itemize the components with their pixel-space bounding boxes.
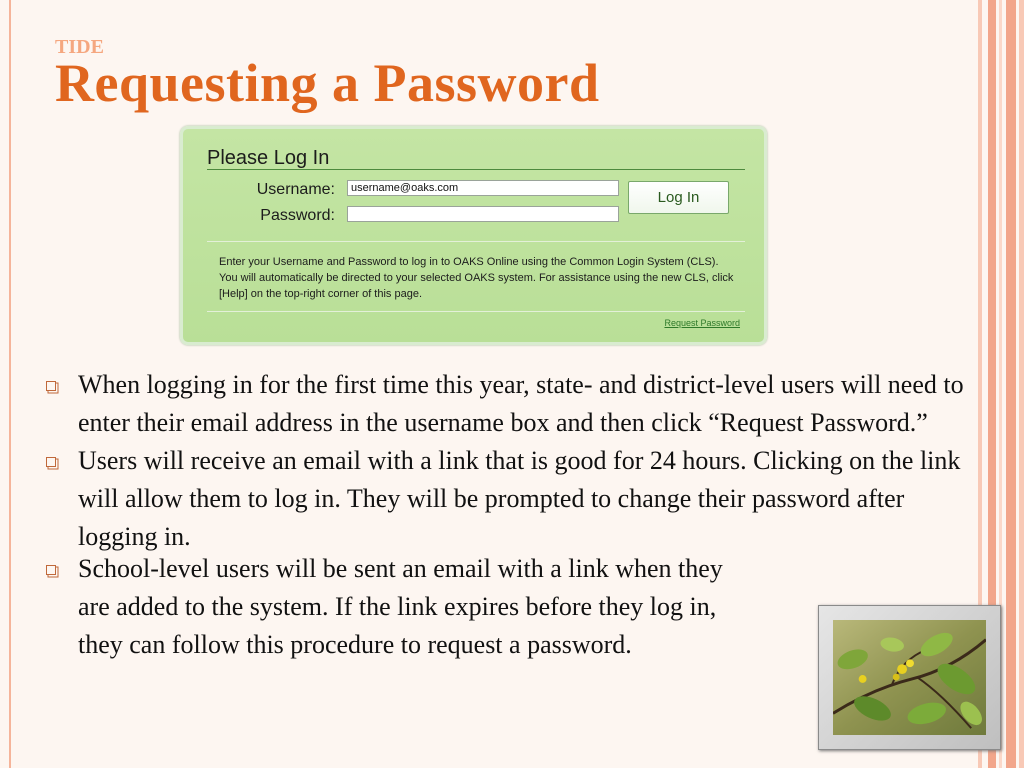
- left-decorative-stripe: [9, 0, 11, 768]
- slide-title: Requesting a Password: [55, 53, 600, 113]
- bullet-text: When logging in for the first time this year, state- and district-level users will need to enter their email address in the username box and then click “Request Password.”: [78, 370, 964, 437]
- checkbox-square-icon: [46, 381, 56, 391]
- request-password-link[interactable]: Request Password: [664, 318, 740, 328]
- username-label: Username:: [256, 181, 335, 198]
- login-panel-title: Please Log In: [207, 147, 330, 169]
- login-panel-screenshot: [180, 126, 767, 345]
- right-decorative-stripe: [1006, 0, 1016, 768]
- username-input[interactable]: username@oaks.com: [347, 180, 619, 196]
- checkbox-square-icon: [46, 457, 56, 467]
- photo-frame: [818, 605, 1001, 750]
- bullet-text: Users will receive an email with a link that is good for 24 hours. Clicking on the link will allow them to log in. They will be prompted to change their password after logging in.: [78, 446, 961, 551]
- panel-divider: [207, 241, 745, 242]
- bullet-item: [46, 366, 976, 442]
- slide-kicker: TIDE: [55, 36, 104, 58]
- bullet-text: School-level users will be sent an email with a link when they are added to the system. If the link expires before they log in, they can follow this procedure to request a password.: [78, 554, 723, 659]
- password-input[interactable]: [347, 206, 619, 222]
- login-help-text: Enter your Username and Password to log in to OAKS Online using the Common Login System (CLS). You will automatically be directed to your selected OAKS system. For assistance using the new CLS, click [Help] on the top-right corner of this page.: [219, 256, 734, 300]
- password-label: Password:: [260, 207, 335, 224]
- title-divider: [207, 169, 745, 170]
- login-button[interactable]: Log In: [628, 181, 729, 214]
- oak-leaves-photo: [833, 620, 986, 735]
- right-decorative-stripe: [1019, 0, 1024, 768]
- panel-divider: [207, 311, 745, 312]
- bullet-item: [46, 442, 976, 556]
- checkbox-square-icon: [46, 565, 56, 575]
